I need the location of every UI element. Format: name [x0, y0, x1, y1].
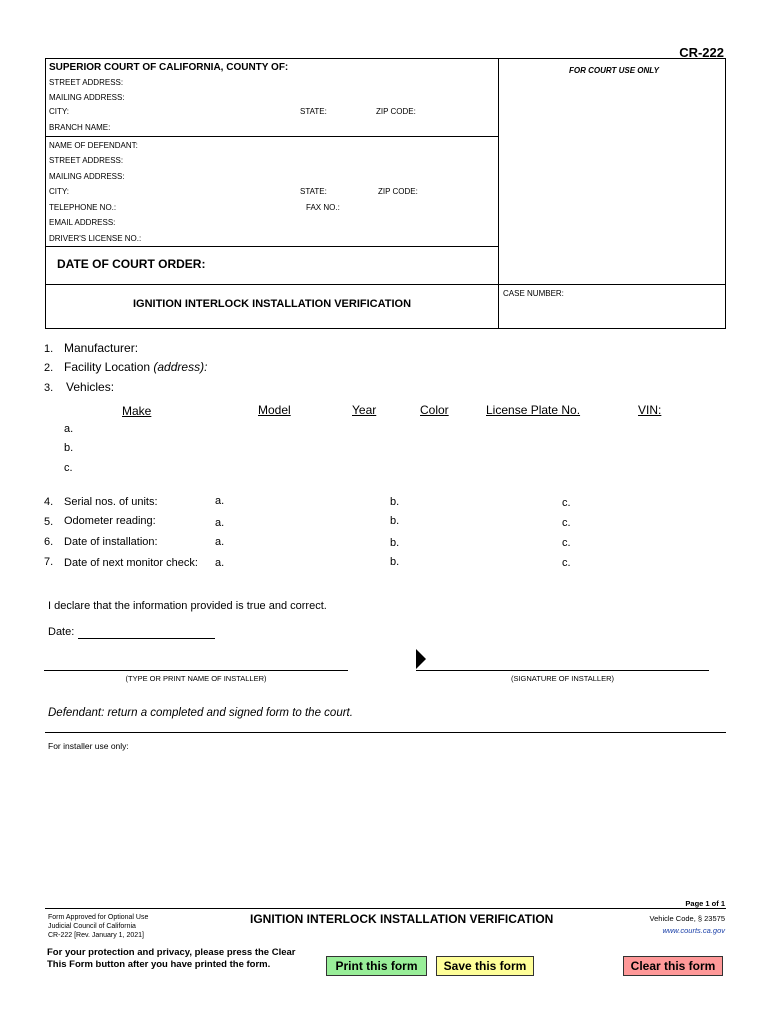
- defendant-info-box: [45, 136, 499, 247]
- defendant-city-label: CITY:: [49, 187, 70, 196]
- odometer-a: a.: [215, 517, 225, 529]
- privacy-line-2: This Form button after you have printed the form.: [47, 959, 271, 970]
- col-license-plate: License Plate No.: [486, 403, 581, 417]
- footer-title: IGNITION INTERLOCK INSTALLATION VERIFICATION: [250, 912, 554, 926]
- privacy-note: [47, 947, 295, 971]
- form-number: CR-222: [679, 45, 724, 60]
- installer-use-label: For installer use only:: [48, 741, 129, 751]
- defendant-telephone-label: TELEPHONE NO.:: [49, 203, 117, 212]
- monitor-b: b.: [390, 556, 400, 568]
- signature-arrow-icon: [415, 648, 427, 670]
- serial-b: b.: [390, 496, 400, 508]
- approved-text: Form Approved for Optional Use: [48, 914, 149, 921]
- vehicle-row-a: a.: [64, 423, 74, 435]
- odometer-label: Odometer reading:: [64, 515, 156, 527]
- monitor-date-label: Date of next monitor check:: [64, 557, 198, 569]
- col-year: Year: [352, 403, 377, 417]
- defendant-fax-label: FAX NO.:: [306, 203, 340, 212]
- serial-a: a.: [215, 495, 225, 507]
- court-zip-label: ZIP CODE:: [376, 107, 416, 116]
- install-c: c.: [562, 537, 571, 549]
- item-2-number: 2.: [44, 362, 54, 374]
- court-heading: SUPERIOR COURT OF CALIFORNIA, COUNTY OF:: [49, 62, 289, 73]
- install-date-label: Date of installation:: [64, 536, 158, 548]
- date-line[interactable]: [78, 638, 215, 639]
- instruction-text: Defendant: return a completed and signed form to the court.: [48, 707, 353, 719]
- monitor-c: c.: [562, 557, 571, 569]
- court-city-label: CITY:: [49, 107, 70, 116]
- item-7-number: 7.: [44, 556, 54, 568]
- form-approval: [48, 913, 148, 940]
- court-state-label: STATE:: [300, 107, 327, 116]
- footer-divider: [45, 908, 726, 909]
- monitor-a: a.: [215, 557, 225, 569]
- vehicle-code: Vehicle Code, § 23575: [649, 914, 725, 923]
- item-3-number: 3.: [44, 382, 54, 394]
- council-text: Judicial Council of California: [48, 923, 136, 930]
- page-count: Page 1 of 1: [685, 899, 725, 908]
- save-form-button[interactable]: Save this form: [436, 956, 534, 976]
- serial-label: Serial nos. of units:: [64, 496, 158, 508]
- courts-link[interactable]: www.courts.ca.gov: [662, 926, 725, 935]
- court-use-box: [498, 58, 726, 285]
- install-a: a.: [215, 536, 225, 548]
- item-1-number: 1.: [44, 343, 54, 355]
- installer-name-line[interactable]: [44, 670, 348, 671]
- vehicles-label: Vehicles:: [66, 380, 115, 394]
- facility-label-text: Facility Location: [64, 360, 151, 374]
- court-order-date-label: DATE OF COURT ORDER:: [57, 257, 206, 271]
- item-4-number: 4.: [44, 496, 54, 508]
- court-branch-label: BRANCH NAME:: [49, 123, 111, 132]
- signature-line[interactable]: [416, 670, 709, 671]
- court-street-label: STREET ADDRESS:: [49, 78, 124, 87]
- odometer-b: b.: [390, 515, 400, 527]
- defendant-street-label: STREET ADDRESS:: [49, 156, 124, 165]
- serial-c: c.: [562, 497, 571, 509]
- col-make: Make: [122, 404, 152, 418]
- facility-note: (address):: [153, 360, 208, 374]
- col-vin: VIN:: [638, 403, 662, 417]
- signature-caption: (SIGNATURE OF INSTALLER): [510, 674, 615, 683]
- date-label: Date:: [48, 626, 75, 638]
- vehicle-row-c: c.: [64, 462, 73, 474]
- installer-name-caption: (TYPE OR PRINT NAME OF INSTALLER): [125, 674, 267, 683]
- vehicle-row-b: b.: [64, 442, 74, 454]
- defendant-license-label: DRIVER'S LICENSE NO.:: [49, 234, 142, 243]
- install-b: b.: [390, 537, 400, 549]
- defendant-zip-label: ZIP CODE:: [378, 187, 418, 196]
- print-form-button[interactable]: Print this form: [326, 956, 427, 976]
- defendant-state-label: STATE:: [300, 187, 327, 196]
- col-color: Color: [420, 403, 449, 417]
- privacy-line-1: For your protection and privacy, please press the Clear: [47, 947, 296, 958]
- court-use-label: FOR COURT USE ONLY: [569, 66, 659, 75]
- item-5-number: 5.: [44, 516, 54, 528]
- facility-label: [64, 360, 207, 374]
- defendant-name-label: NAME OF DEFENDANT:: [49, 141, 138, 150]
- item-6-number: 6.: [44, 536, 54, 548]
- manufacturer-label: Manufacturer:: [64, 341, 139, 355]
- clear-form-button[interactable]: Clear this form: [623, 956, 723, 976]
- declaration-text: I declare that the information provided is true and correct.: [48, 600, 327, 612]
- odometer-c: c.: [562, 517, 571, 529]
- case-number-label: CASE NUMBER:: [503, 289, 564, 298]
- revision-text: CR-222 [Rev. January 1, 2021]: [48, 932, 144, 939]
- defendant-mailing-label: MAILING ADDRESS:: [49, 172, 125, 181]
- court-mailing-label: MAILING ADDRESS:: [49, 93, 125, 102]
- divider: [45, 732, 726, 733]
- defendant-email-label: EMAIL ADDRESS:: [49, 218, 116, 227]
- form-title: IGNITION INTERLOCK INSTALLATION VERIFICATION: [132, 298, 412, 310]
- col-model: Model: [258, 403, 291, 417]
